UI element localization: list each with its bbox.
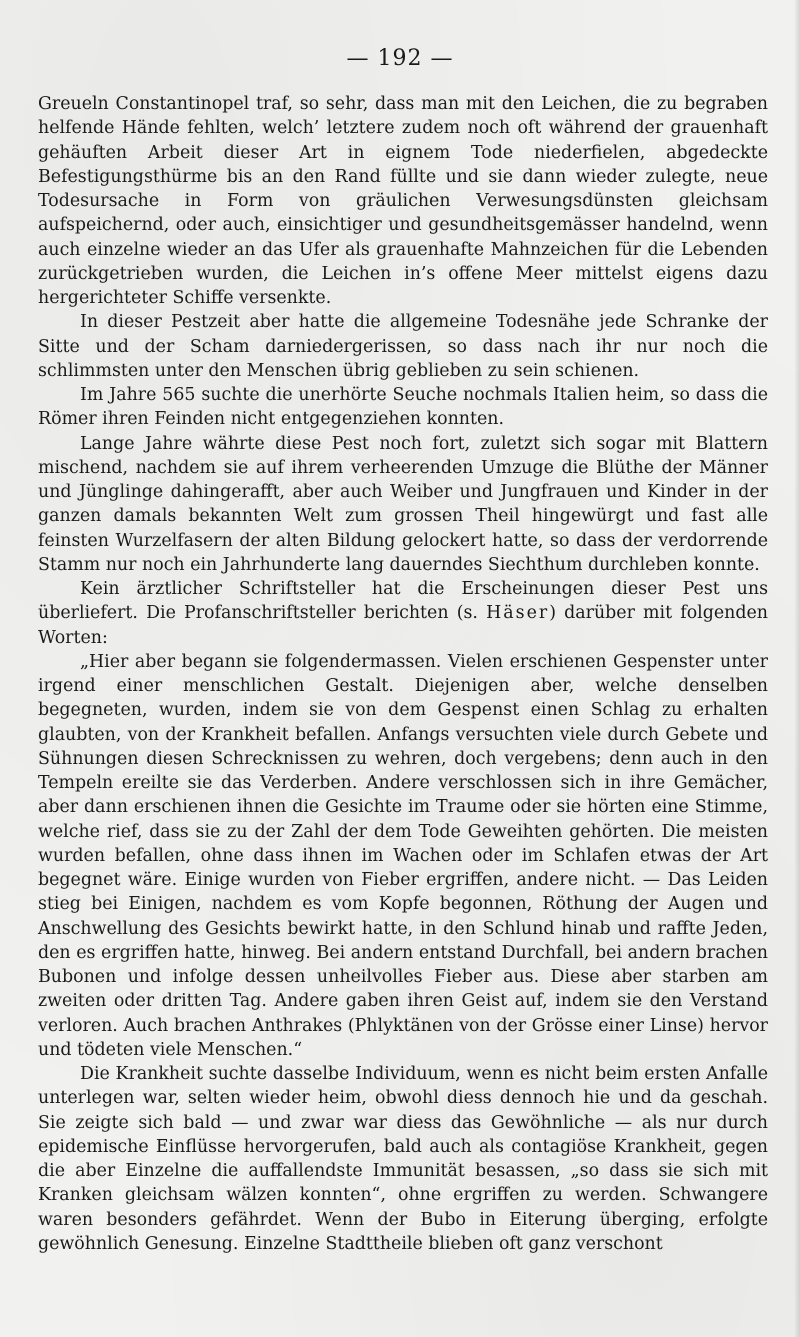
paragraph-quotation: „Hier aber begann sie folgendermassen. Vielen erschienen Gespenster unter irgend einer menschlichen Gestalt. Diejenigen aber, welche denselben begegneten, wurden, indem sie von dem Gespenst einen Schlag zu erhalten glaubten, von der Krankheit befallen. Anfangs versuchten viele durch Gebete und Sühnungen diesen Schrecknissen zu wehren, doch vergebens; denn auch in den Tempeln ereilte sie das Verderben. Andere verschlossen sich in ihre Gemächer, aber dann erschienen ihnen die Gesichte im Traume oder sie hörten eine Stimme, welche rief, dass sie zu der Zahl der dem Tode Geweihten gehörten. Die meisten wurden befallen, ohne dass ihnen im Wachen oder im Schlafen etwas der Art begegnet wäre. Einige wurden von Fieber ergriffen, andere nicht. — Das Leiden stieg bei Einigen, nachdem es vom Kopfe begonnen, Röthung der Augen und Anschwellung des Gesichts bewirkt hatte, in den Schlund hinab und raffte Jeden, den es ergriffen hatte, hinweg. Bei andern entstand Durchfall, bei andern brachen Bubonen und infolge dessen unheilvolles Fieber aus. Diese aber starben am zweiten oder dritten Tag. Andere gaben ihren Geist auf, indem sie den Verstand verloren. Auch brachen Anthrakes (Phlyktänen von der Grösse einer Linse) hervor und tödeten viele Menschen.“ — [38, 651, 768, 1060]
page-edge-shadow — [794, 0, 800, 1337]
paragraph-writers — [38, 577, 768, 650]
paragraph-disease-course: Die Krankheit suchte dasselbe Individuum, wenn es nicht beim ersten Anfalle unterlegen war, selten wieder heim, obwohl diess dennoch hie und da geschah. Sie zeigte sich bald — und zwar war diess das Gewöhnliche — als nur durch epidemische Einflüsse hervorgerufen, bald auch als contagiöse Krankheit, gegen die aber Einzelne die auffallendste Immunität besassen, „so dass sie sich mit Kranken gleichsam wälzen konnten“, ohne ergriffen zu werden. Schwangere waren besonders gefährdet. Wenn der Bubo in Eiterung überging, erfolgte gewöhnlich Genesung. Einzelne Stadttheile blieben oft ganz verschont — [38, 1064, 768, 1254]
page-number: — 192 — — [346, 46, 454, 71]
paragraph-year-565: Im Jahre 565 suchte die unerhörte Seuche nochmals Italien heim, so dass die Römer ihren Feinden nicht entgegenziehen konnten. — [38, 385, 768, 430]
page-body — [38, 92, 768, 1256]
paragraph-long-years: Lange Jahre währte diese Pest noch fort, zuletzt sich sogar mit Blattern mischend, nachdem sie auf ihrem verheerenden Umzuge die Blüthe der Männer und Jünglinge dahingerafft, aber auch Weiber und Jungfrauen und Kinder in der ganzen damals bekannten Welt zum grossen Theil hingewürgt und fast alle feinsten Wurzelfasern der alten Bildung gelockert hatte, so dass der verdorrende Stamm nur noch ein Jahrhunderte lang dauerndes Siechthum durchleben konnte. — [38, 433, 768, 575]
paragraph-pestzeit: In dieser Pestzeit aber hatte die allgemeine Todesnähe jede Schranke der Sitte und der Scham darniedergerissen, so dass nach ihr nur noch die schlimmsten unter den Menschen übrig geblieben zu sein schienen. — [38, 312, 768, 381]
paragraph-writers-after: ) darüber mit folgenden Worten: — [38, 603, 768, 648]
author-name-haeser: Häser — [486, 603, 550, 624]
paragraph-continuation: Greueln Constantinopel traf, so sehr, dass man mit den Leichen, die zu begraben helfende Hände fehlten, welch’ letztere zudem noch oft während der grauenhaft gehäuften Arbeit dieser Art in eignem Tode niederfielen, abgedeckte Befestigungsthürme bis an den Rand füllte und sie dann wieder zulegte, neue Todesursache in Form von gräulichen Verwesungsdünsten gleichsam aufspeichernd, oder auch, einsichtiger und gesundheitsgemässer handelnd, wenn auch einzelne wieder an das Ufer als grauenhafte Mahnzeichen für die Lebenden zurückgetrieben wurden, die Leichen in’s offene Meer mittelst eigens dazu hergerichteter Schiffe versenkte. — [38, 94, 768, 308]
paragraph-writers-before: Kein ärztlicher Schriftsteller hat die Erscheinungen dieser Pest uns überliefert. Die Profanschriftsteller berichten (s. — [38, 579, 768, 624]
